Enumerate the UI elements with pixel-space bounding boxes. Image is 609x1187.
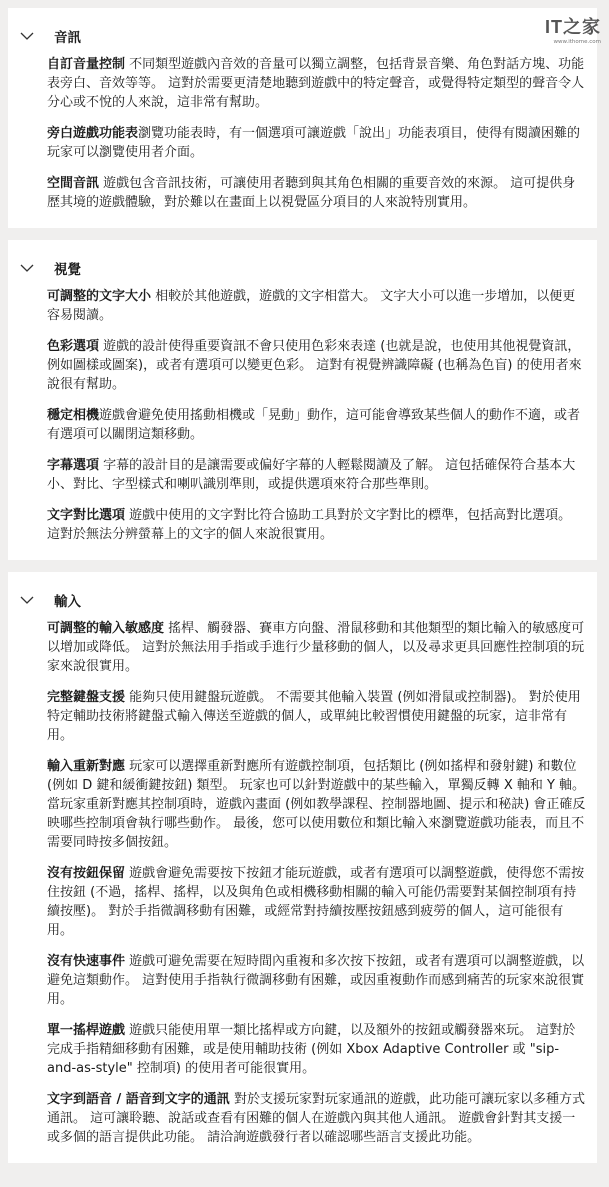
watermark-url: www.ithome.com xyxy=(553,39,601,45)
chevron-down-icon xyxy=(20,31,34,41)
section-header-toggle[interactable] xyxy=(8,590,597,610)
feature-description: 遊戲會避免需要按下按鈕才能玩遊戲，或者有選項可以調整遊戲，使得您不需按住按鈕 (不過，搖桿、搖桿，以及與角色或相機移動相關的輸入可能仍需要對某個控制項有持續按壓)。 對於手指微調移動有困難，或經常對持續按壓按鈕感到疲勞的個人，這可能很有用。 xyxy=(47,866,585,938)
section-header-toggle[interactable] xyxy=(8,26,597,46)
feature-item xyxy=(47,688,587,745)
feature-description: 遊戲中使用的文字對比符合協助工具對於文字對比的標準，包括高對比選項。 這對於無法分辨螢幕上的文字的個人來說很實用。 xyxy=(47,508,572,542)
section-title: 音訊 xyxy=(54,30,81,46)
feature-description: 遊戲的設計使得重要資訊不會只使用色彩來表達 (也就是說，也使用其他視覺資訊，例如圖樣或圖案)，或者有選項可以變更色彩。 這對有視覺辨識障礙 (也稱為色盲) 的使用者來說很有幫助。 xyxy=(47,339,582,392)
feature-name: 沒有快速事件 xyxy=(47,954,126,969)
feature-name: 單一搖桿遊戲 xyxy=(47,1023,126,1038)
feature-item xyxy=(47,55,587,112)
feature-description: 遊戲包含音訊技術，可讓使用者聽到與其角色相關的重要音效的來源。 這可提供身歷其境的遊戲體驗，對於難以在畫面上以視覺區分項目的人來說特別實用。 xyxy=(47,176,576,210)
feature-description: 瀏覽功能表時，有一個選項可讓遊戲「說出」功能表項目，使得有閱讀困難的玩家可以瀏覽使用者介面。 xyxy=(47,126,581,160)
chevron-down-icon xyxy=(20,595,34,605)
feature-name: 旁白遊戲功能表 xyxy=(47,126,139,141)
feature-name: 色彩選項 xyxy=(47,339,100,354)
feature-name: 自訂音量控制 xyxy=(47,57,126,72)
feature-item xyxy=(47,1090,587,1147)
feature-name: 字幕選項 xyxy=(47,458,100,473)
feature-name: 空間音訊 xyxy=(47,176,100,191)
feature-item xyxy=(47,619,587,676)
feature-description: 字幕的設計目的是讓需要或偏好字幕的人輕鬆閱讀及了解。 這包括確保符合基本大小、對比、字型樣式和喇叭識別準則，或提供選項來符合那些準則。 xyxy=(47,458,576,492)
feature-name: 輸入重新對應 xyxy=(47,759,126,774)
feature-name: 穩定相機 xyxy=(47,408,100,423)
feature-item xyxy=(47,757,587,852)
feature-item xyxy=(47,864,587,940)
section-input xyxy=(8,572,597,1163)
section-header-toggle[interactable] xyxy=(8,258,597,278)
feature-description: 遊戲只能使用單一類比搖桿或方向鍵，以及額外的按鈕或觸發器來玩。 這對於完成手指精細移動有困難，或是使用輔助技術 (例如 Xbox Adaptive Controller 或 "sip-and-as-style" 控制項) 的使用者可能很實用。 xyxy=(47,1023,576,1076)
section-title: 輸入 xyxy=(54,594,81,610)
feature-item xyxy=(47,506,587,544)
feature-name: 沒有按鈕保留 xyxy=(47,866,126,881)
feature-name: 可調整的輸入敏感度 xyxy=(47,621,165,636)
feature-name: 文字對比選項 xyxy=(47,508,126,523)
section-title: 視覺 xyxy=(54,262,81,278)
feature-description: 能夠只使用鍵盤玩遊戲。 不需要其他輸入裝置 (例如滑鼠或控制器)。 對於使用特定輔助技術將鍵盤式輸入傳送至遊戲的個人，或單純比較習慣使用鍵盤的玩家，這非常有用。 xyxy=(47,690,581,743)
section-visual xyxy=(8,240,597,560)
feature-description: 相較於其他遊戲，遊戲的文字相當大。 文字大小可以進一步增加，以便更容易閱讀。 xyxy=(47,289,576,323)
chevron-down-icon xyxy=(20,263,34,273)
feature-name: 完整鍵盤支援 xyxy=(47,690,126,705)
feature-item xyxy=(47,406,587,444)
feature-name: 可調整的文字大小 xyxy=(47,289,152,304)
watermark-logo xyxy=(545,13,601,45)
feature-item xyxy=(47,1021,587,1078)
feature-description: 不同類型遊戲內音效的音量可以獨立調整，包括背景音樂、角色對話方塊、功能表旁白、音效等等。 這對於需要更清楚地聽到遊戲中的特定聲音，或覺得特定類型的聲音令人分心或不悅的人來說，這非常有幫助。 xyxy=(47,57,585,110)
watermark-mark: IT之家 xyxy=(545,17,601,37)
feature-name: 文字到語音 / 語音到文字的通訊 xyxy=(47,1092,230,1107)
section-audio xyxy=(8,8,597,228)
feature-item xyxy=(47,174,587,212)
feature-item xyxy=(47,124,587,162)
feature-item xyxy=(47,952,587,1009)
feature-description: 玩家可以選擇重新對應所有遊戲控制項，包括類比 (例如搖桿和發射鍵) 和數位 (例如 D 鍵和緩衝鍵按鈕) 類型。 玩家也可以針對遊戲中的某些輸入，單獨反轉 X 軸和 Y 軸。 當玩家重新對應其控制項時，遊戲內畫面 (例如教學課程、控制器地圖、提示和秘訣) 會正確反映哪些控制項會執行哪些動作。 最後，您可以使用數位和類比輸入來瀏覽遊戲功能表，而且不需要同時按多個按鈕。 xyxy=(47,759,586,850)
feature-description: 遊戲可避免需要在短時間內重複和多次按下按鈕，或者有選項可以調整遊戲，以避免這類動作。 這對使用手指執行微調移動有困難，或因重複動作而感到痛苦的玩家來說很實用。 xyxy=(47,954,585,1007)
feature-item xyxy=(47,337,587,394)
feature-item xyxy=(47,287,587,325)
feature-description: 遊戲會避免使用搖動相機或「晃動」動作，這可能會導致某些個人的動作不適，或者有選項可以關閉這類移動。 xyxy=(47,408,581,442)
feature-description: 搖桿、觸發器、賽車方向盤、滑鼠移動和其他類型的類比輸入的敏感度可以增加或降低。 這對於無法用手指或手進行少量移動的個人，以及尋求更具回應性控制項的玩家來說很實用。 xyxy=(47,621,585,674)
feature-description: 對於支援玩家對玩家通訊的遊戲，此功能可讓玩家以多種方式通訊。 這可讓聆聽、說話或查看有困難的個人在遊戲內與其他人通訊。 遊戲會針對其支援一或多個的語言提供此功能。 請洽詢遊戲發行者以確認哪些語言支援此功能。 xyxy=(47,1092,585,1145)
feature-item xyxy=(47,456,587,494)
